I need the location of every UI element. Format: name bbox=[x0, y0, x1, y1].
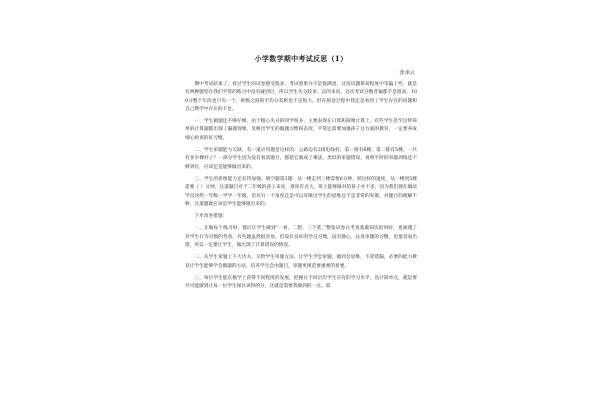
section-heading: 下步改进措施： bbox=[194, 214, 228, 220]
page-title: 小学数学期中考试反思（1） bbox=[254, 54, 348, 63]
paragraph: 三、每位学生能在数学上获得不同程度的发展，把握在不同层次学生应有的学习水平，设计简单点，就是要尽可能做到让每一位学生保住该得的分，这就是需要我做到的一点。需 bbox=[185, 275, 417, 290]
paragraph: 二、学生审题能力欠缺，有一道应用题是这样的：公路边有2排电线杆，第一排有6棵，第二排有5棵，一共有多少棵杆子？一部分学生因为没有看清题目，都把它做成了乘法，类似的审题错误，说明平时的审题训练还不够到位，应该还是能够做出来的。 bbox=[185, 148, 417, 170]
author-name: 张承云 bbox=[399, 70, 415, 76]
paragraph: 一、在做每个练习时，都应让学生做到“一看、二想、三下笔。”整张试卷在考查基础知识的同时，也渗透了对学生行为习惯的考查，有些题虽然很容易，但没有良好的学习习惯，没有静心，认真审题的习惯，也很容易出错，所以一定要让学生，做出现了计算错误的情况。 bbox=[185, 226, 417, 249]
paragraph: 一、学生做题还不够仔细，由于粗心失分的同学很多，主要表现在口算和简便计算上，有些学生甚至这样简单的计算题都出现了漏题现象，反映出学生的做题习惯和态度，平常还需要加强孩子这方面的教育，一定要养成细心检查的好习惯。 bbox=[185, 119, 417, 141]
paragraph: 三、学生的思维能力还有待加强。填空题第3题：从一楼走到三楼需要6分钟，照这样的速度，从一楼到5楼需要（ ）分钟，这道题目对于二年级的孩子来说，难度有点大，班上能够做对的孩子并不多，因为我们现在做法学员这给一年级一学学一年级，但从另一个角度还是可以反映出学生的思维还不是非常的发散，对题目的理解不够，这道题就应该是学生能够做出来的。 bbox=[185, 176, 417, 207]
paragraph: 二、从学生审题上下大功夫，交给学生审题方法，让学生学会审题，做到会思维，不读错漏，必要的能力教育让学生能够学会做题的方法，培养学生会由题目，审题更规范要重要的着要。 bbox=[185, 255, 417, 269]
paragraph: 期中考试结束了，看过学生的试卷感受很多。考试效果并不是很满意，这份试题难易程度中等偏上些，就是有两种题型在我们平常的练习中没有碰到过，所以学生失分较多，总的来说，这次考试分数普遍都不是很高，100分整个年段也只有一个，班级之间的平均分差距也不是很大。但在阅卷过程中我还是看到了学生存在的问题和自己教学中存在的不足。 bbox=[185, 82, 417, 112]
document-page bbox=[185, 42, 417, 400]
